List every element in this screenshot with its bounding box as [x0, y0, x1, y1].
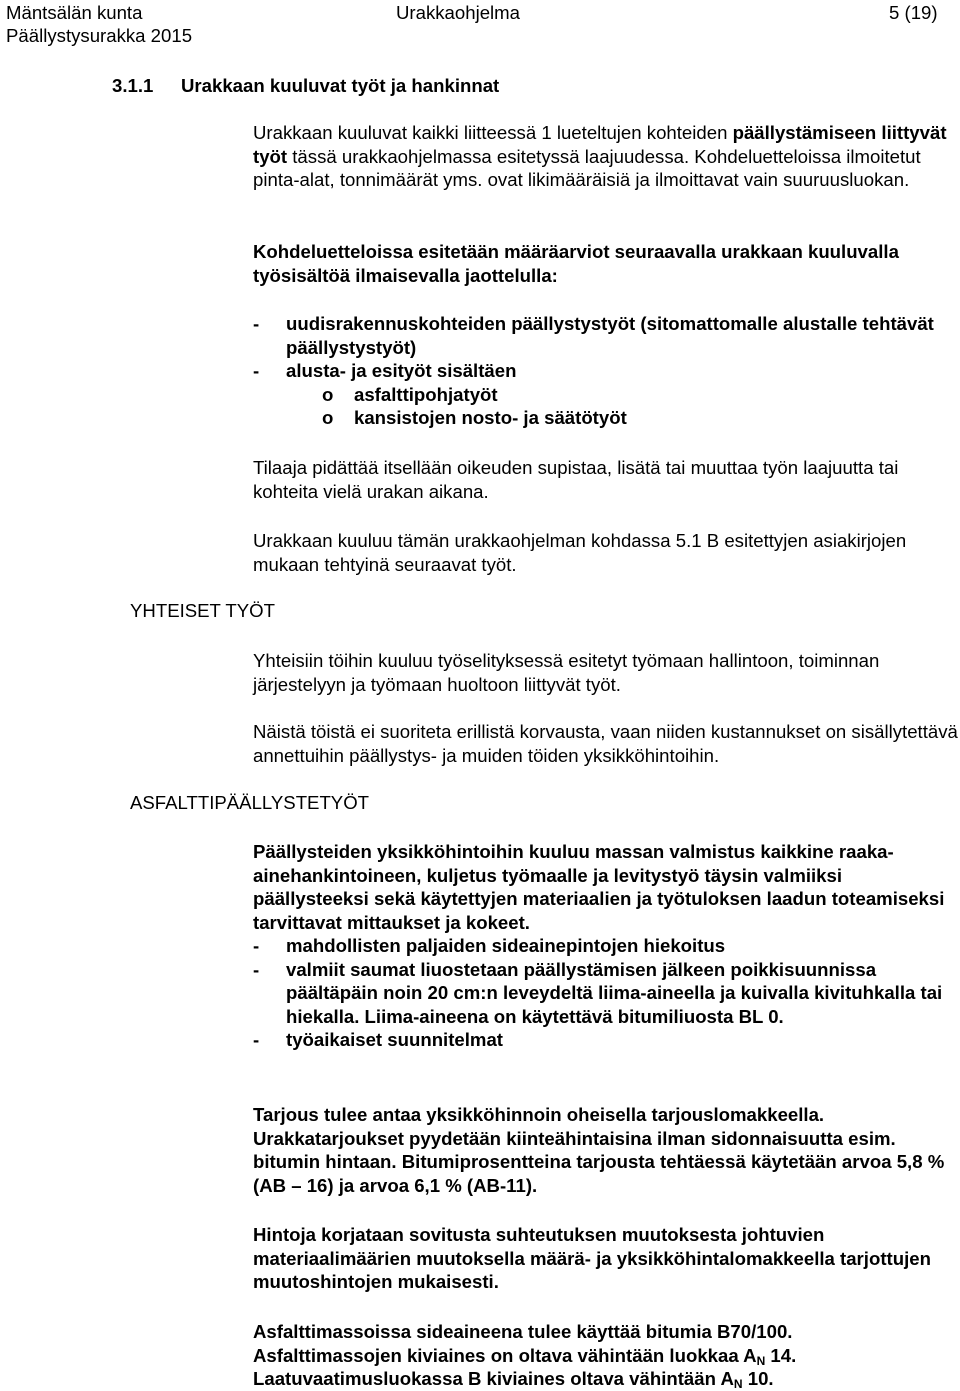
- aggregate-class-value: 14.: [765, 1344, 797, 1366]
- sublist-item: [253, 383, 958, 407]
- header-project: Päällystysurakka 2015: [6, 25, 193, 46]
- quality-class-subscript: N: [733, 1377, 743, 1391]
- aggregate-requirement-text: Asfalttimassojen kiviaines on oltava vähintään luokkaa A: [253, 1344, 757, 1366]
- list-dash: -: [253, 935, 260, 956]
- asphalt-works-heading: ASFALTTIPÄÄLLYSTETYÖT: [130, 792, 370, 813]
- list-dash: -: [253, 313, 260, 334]
- header-page-number: 5 (19): [889, 2, 938, 23]
- asphalt-works-paragraph-1: Päällysteiden yksikköhintoihin kuuluu massan valmistus kaikkine raaka-ainehankintoineen, kuljetus työmaalle ja levitystyö täysin valmiiksi päällysteeksi sekä käytettyjen materiaalien ja työtuloksen laadun toteamiseksi tarvittavat mittaukset ja kokeet.: [253, 841, 945, 933]
- binder-aggregate-requirements: [253, 1320, 958, 1391]
- list-item: [253, 1028, 958, 1052]
- intro-text-c: tässä urakkaohjelmassa esitetyssä laajuudessa. Kohdeluetteloissa ilmoitetut pinta-alat, tonnimäärät yms. ovat likimääräisiä ja ilmoittavat vain suuruusluokan.: [253, 145, 921, 190]
- category-list: [253, 312, 958, 430]
- list-item: [253, 312, 958, 359]
- breakdown-intro: Kohdeluetteloissa esitetään määräarviot seuraavalla urakkaan kuuluvalla työsisältöä ilmaisevalla jaottelulla:: [253, 241, 899, 286]
- section-number: 3.1.1: [112, 75, 154, 96]
- list-item-text: alusta- ja esityöt sisältäen: [286, 360, 517, 381]
- binder-requirement: Asfalttimassoissa sideaineena tulee käyttää bitumia B70/100.: [253, 1321, 793, 1342]
- sublist-item-text: asfalttipohjatyöt: [354, 383, 498, 405]
- aggregate-requirement: [253, 1344, 958, 1368]
- asphalt-works-content: [253, 840, 958, 1052]
- list-item-text: työaikaiset suunnitelmat: [286, 1029, 503, 1050]
- common-works-paragraph-1: Yhteisiin töihin kuuluu työselityksessä esitetyt työmaan hallintoon, toiminnan järjestelyyn ja työmaan huoltoon liittyvät työt.: [253, 650, 880, 695]
- common-works-paragraph-2: Näistä töistä ei suoriteta erillistä korvausta, vaan niiden kustannukset on sisällytettävä annettuihin päällystys- ja muiden töiden yksikköhintoihin.: [253, 721, 958, 766]
- tender-paragraph: Tarjous tulee antaa yksikköhinnoin oheisella tarjouslomakkeella. Urakkatarjoukset pyydetään kiinteähintaisina ilman sidonnaisuutta esim. bitumin hintaan. Bitumiprosentteina tarjousta tehtäessä käytetään arvoa 5,8 % (AB – 16) ja arvoa 6,1 % (AB-11).: [253, 1104, 945, 1196]
- sublist-item-text: kansistojen nosto- ja säätötyöt: [354, 407, 627, 428]
- list-dash: -: [253, 958, 260, 980]
- aggregate-class-subscript: N: [756, 1353, 766, 1368]
- list-item-text: mahdollisten paljaiden sideainepintojen hiekoitus: [286, 935, 726, 956]
- quality-class-value: 10.: [742, 1368, 774, 1389]
- intro-text-bold: päällystämiseen liittyvät työt: [253, 122, 947, 167]
- sublist-item: [253, 406, 958, 430]
- list-item: [253, 934, 958, 958]
- quality-class-requirement: [253, 1367, 958, 1391]
- list-item: [253, 359, 958, 383]
- list-item: [253, 958, 958, 1029]
- price-adjustment-paragraph: Hintoja korjataan sovitusta suhteutuksen muutoksesta johtuvien materiaalimäärien muutoksella määrä- ja yksikköhintalomakkeella tarjottujen muutoshintojen mukaisesti.: [253, 1224, 931, 1292]
- list-dash: -: [253, 360, 260, 381]
- sublist-bullet: o: [322, 407, 334, 428]
- intro-text-a: Urakkaan kuuluvat kaikki liitteessä 1 lueteltujen kohteiden: [253, 122, 733, 143]
- sublist-bullet: o: [322, 383, 334, 405]
- common-works-heading: YHTEISET TYÖT: [130, 600, 275, 621]
- list-dash: -: [253, 1029, 260, 1050]
- intro-paragraph: [253, 121, 958, 192]
- section-title: Urakkaan kuuluvat työt ja hankinnat: [181, 75, 500, 96]
- quality-class-text: Laatuvaatimusluokassa B kiviaines oltava vähintään A: [253, 1368, 734, 1389]
- list-item-text: uudisrakennuskohteiden päällystystyöt (sitomattomalle alustalle tehtävät päällystystyöt): [286, 313, 934, 358]
- list-item-text: valmiit saumat liuostetaan päällystämisen jälkeen poikkisuunnissa päältäpäin noin 20 cm:n leveydeltä liima-aineella ja kuivalla kivituhkalla tai hiekalla. Liima-aineena on käytettävä bitumiliuosta BL 0.: [286, 958, 943, 1027]
- header-doc-title: Urakkaohjelma: [396, 2, 521, 23]
- includes-paragraph: Urakkaan kuuluu tämän urakkaohjelman kohdassa 5.1 B esitettyjen asiakirjojen mukaan tehtyinä seuraavat työt.: [253, 530, 907, 575]
- header-org: Mäntsälän kunta: [6, 2, 143, 23]
- reserve-paragraph: Tilaaja pidättää itsellään oikeuden supistaa, lisätä tai muuttaa työn laajuutta tai kohteita vielä urakan aikana.: [253, 457, 899, 502]
